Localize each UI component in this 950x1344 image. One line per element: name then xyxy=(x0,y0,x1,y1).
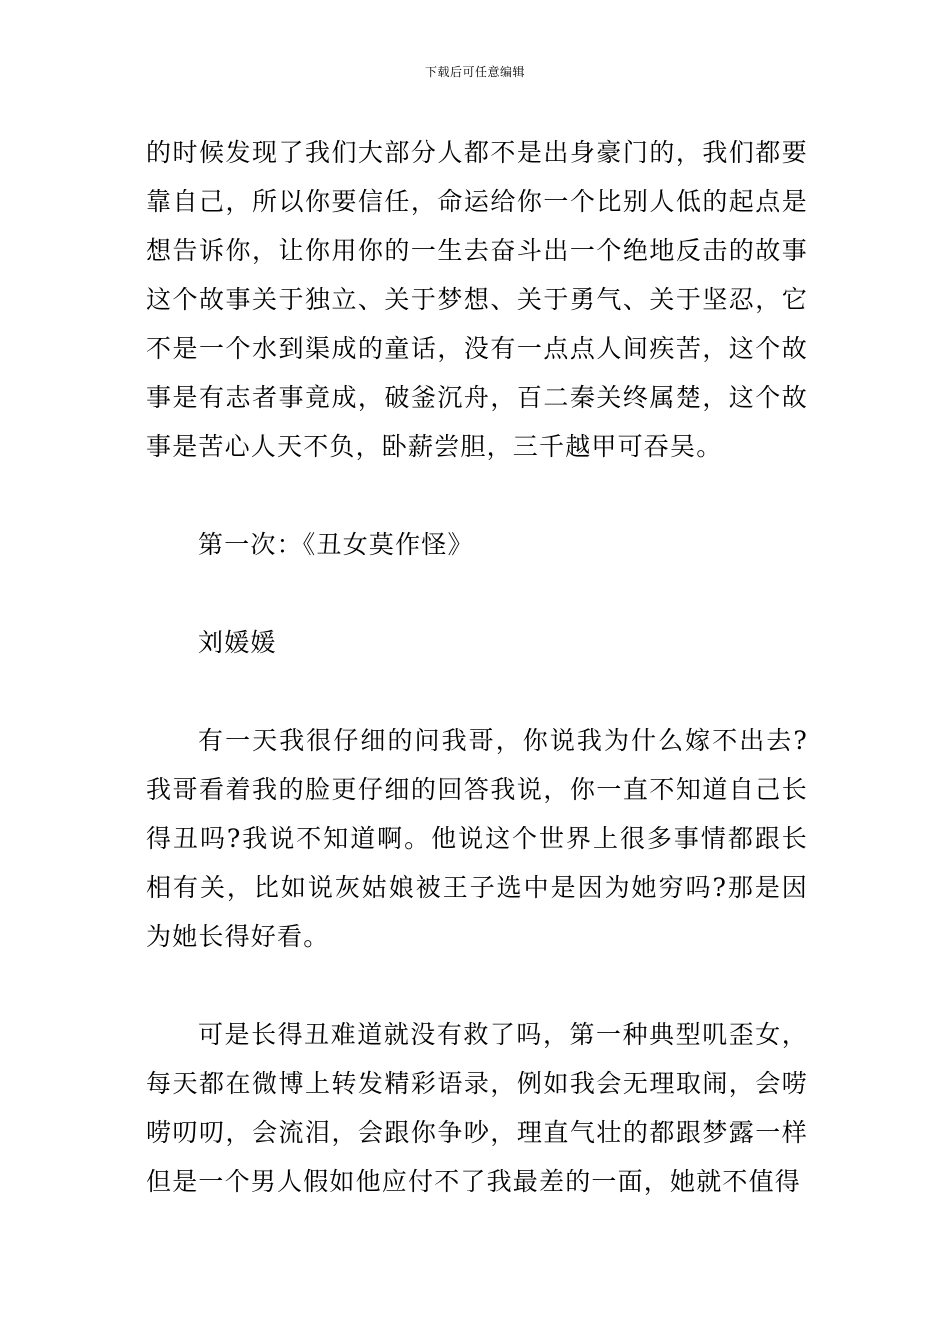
document-body xyxy=(146,128,808,1206)
paragraph: 可是长得丑难道就没有救了吗，第一种典型叽歪女，每天都在微博上转发精彩语录，例如我会无理取闹，会唠唠叨叨，会流泪，会跟你争吵，理直气壮的都跟梦露一样但是一个男人假如他应付不了我最差的一面，她就不值得 xyxy=(146,1020,808,1196)
author-name: 刘媛媛 xyxy=(198,628,277,657)
paragraph-gap xyxy=(146,961,808,1010)
page-header: 下载后可任意编辑 xyxy=(424,65,525,79)
paragraph-gap xyxy=(146,471,808,520)
paragraph-gap xyxy=(146,569,808,618)
paragraph: 有一天我很仔细的问我哥，你说我为什么嫁不出去?我哥看着我的脸更仔细的回答我说，你一直不知道自己长得丑吗?我说不知道啊。他说这个世界上很多事情都跟长相有关，比如说灰姑娘被王子选中是因为她穷吗?那是因为她长得好看。 xyxy=(146,726,808,951)
section-title: 第一次：《丑女莫作怪》 xyxy=(198,530,474,559)
paragraph-continuation: 的时候发现了我们大部分人都不是出身豪门的，我们都要靠自己，所以你要信任，命运给你一个比别人低的起点是想告诉你，让你用你的一生去奋斗出一个绝地反击的故事这个故事关于独立、关于梦想、关于勇气、关于坚忍，它不是一个水到渠成的童话，没有一点点人间疾苦，这个故事是有志者事竟成，破釜沉舟，百二秦关终属楚，这个故事是苦心人天不负，卧薪尝胆，三千越甲可吞吴。 xyxy=(146,138,808,461)
paragraph-gap xyxy=(146,667,808,716)
